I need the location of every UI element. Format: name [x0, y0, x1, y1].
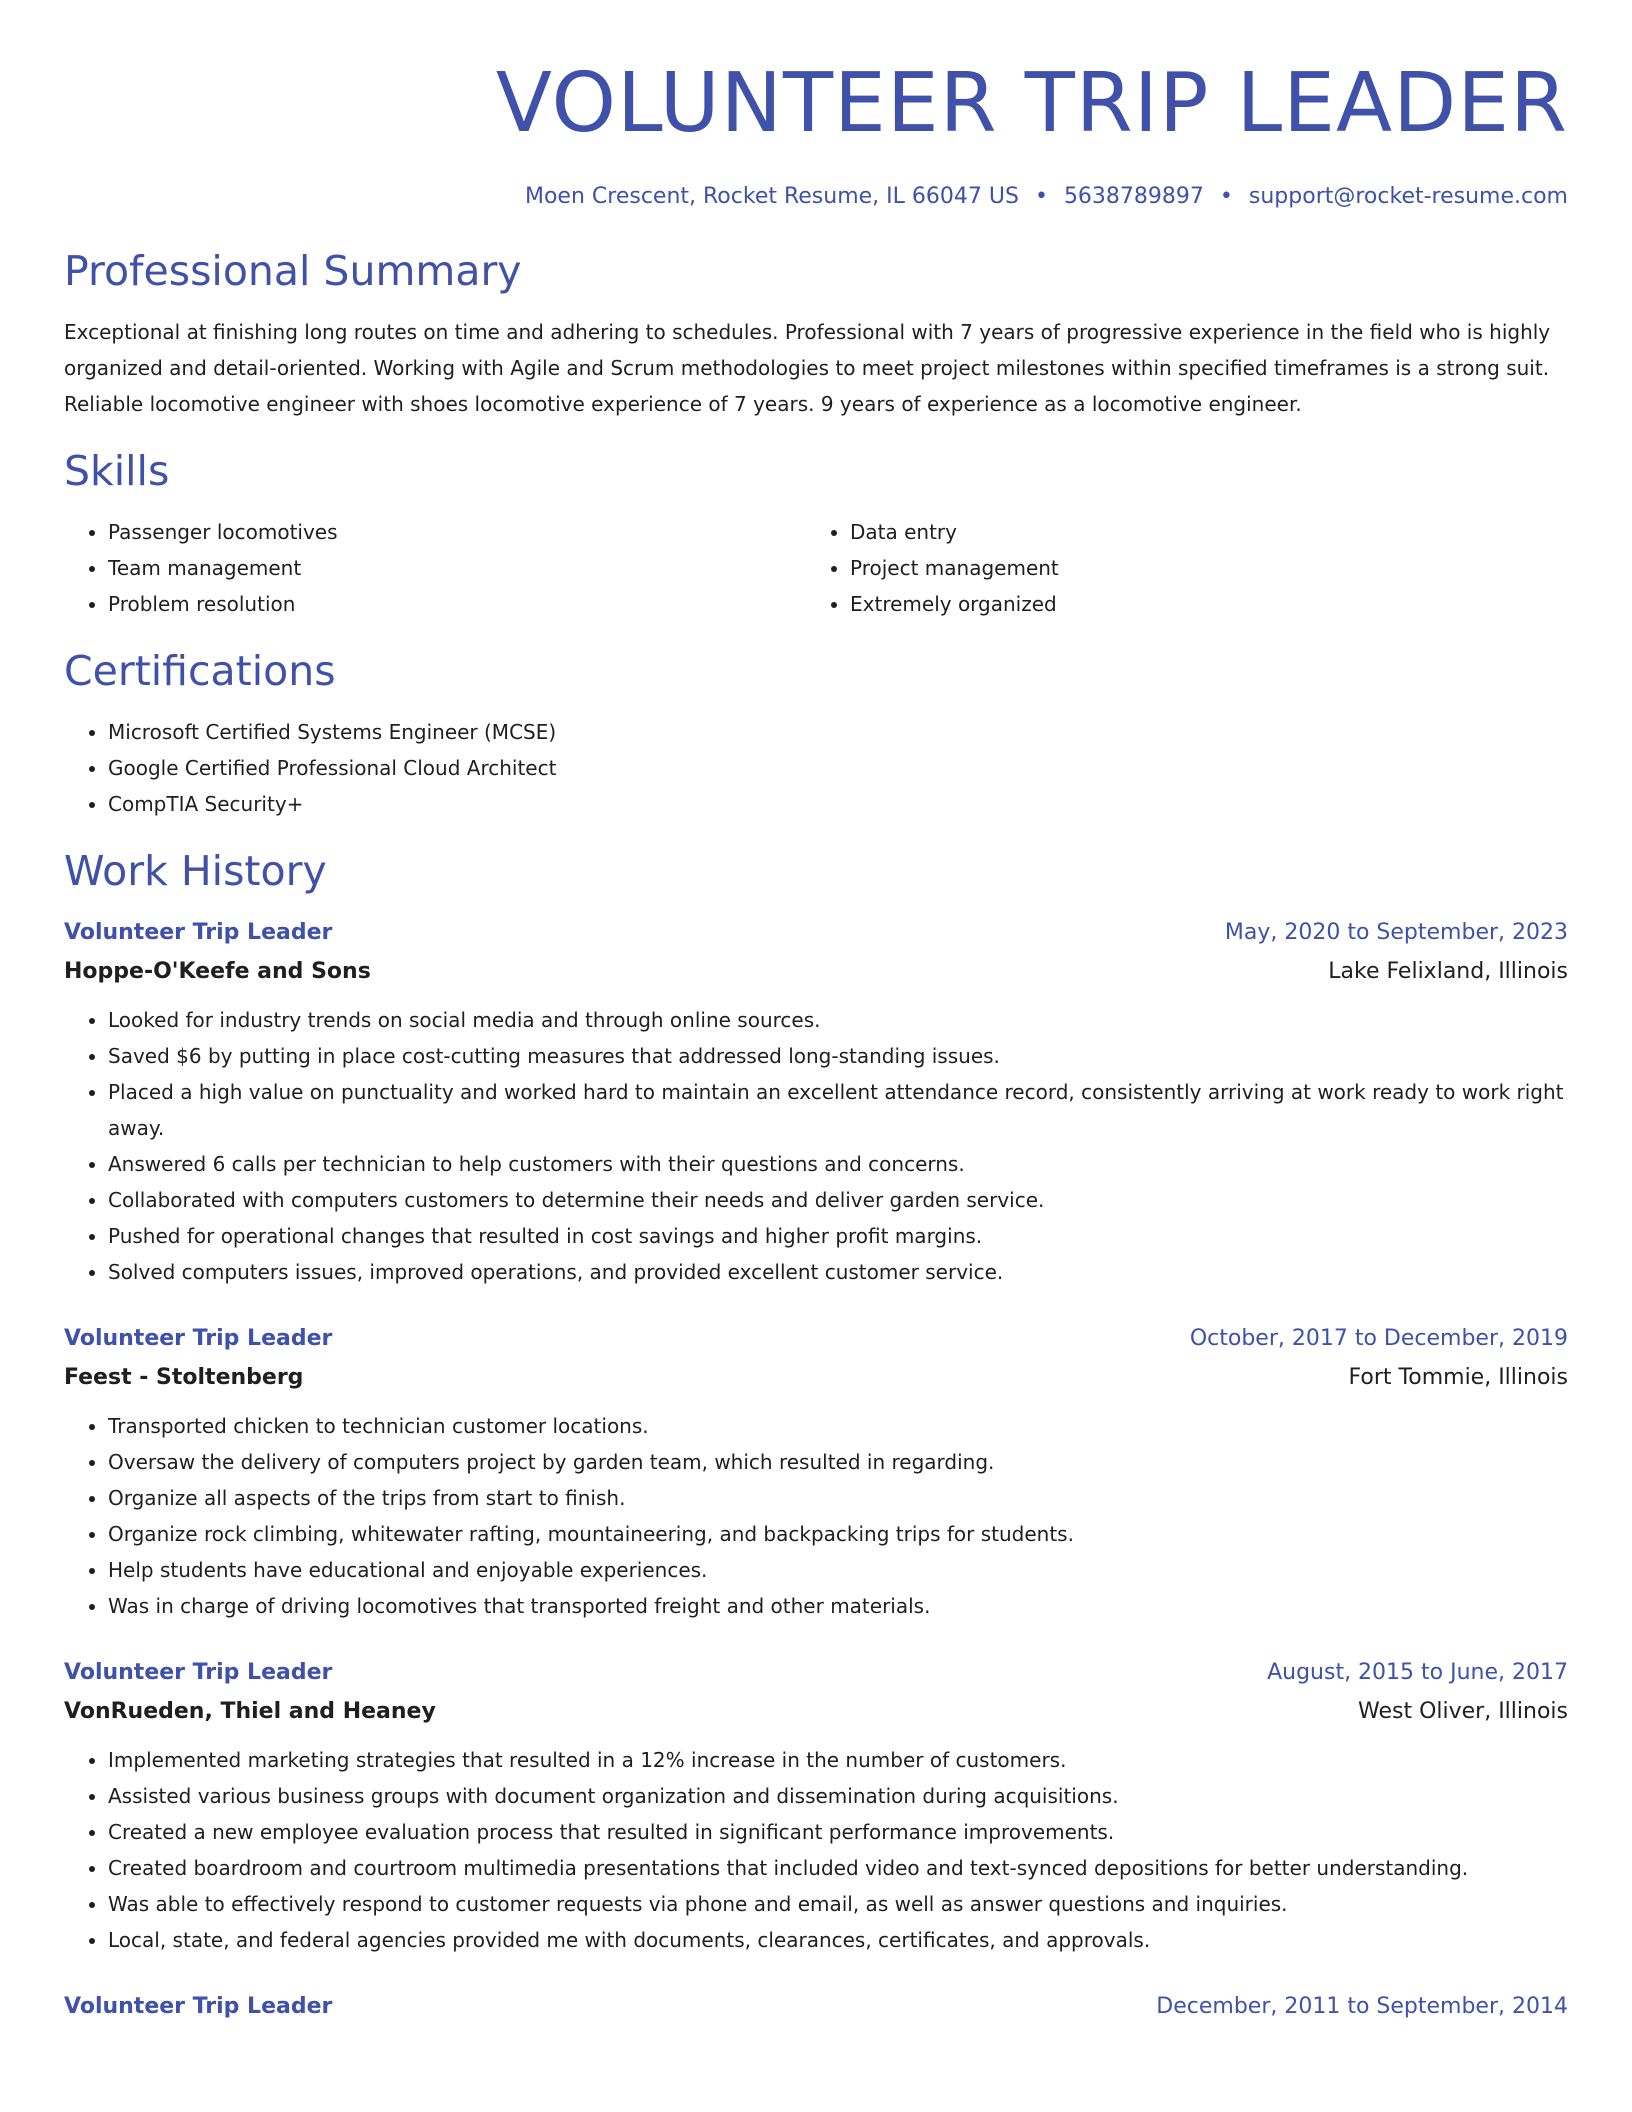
job-dates: August, 2015 to June, 2017 [1267, 1660, 1568, 1685]
summary-text: Exceptional at finishing long routes on time and adhering to schedules. Professional with 7 years of progressive experience in the field who is highly organized and detail-oriented. Working with Agile and Scrum methodologies to meet project milestones within specified timeframes is a strong suit. Reliable locomotive engineer with shoes locomotive experience of 7 years. 9 years of experience as a locomotive engineer. [64, 320, 1551, 416]
job-bullet: • Answered 6 calls per technician to help customers with their questions and concerns. [108, 1146, 1568, 1182]
job-entry [64, 914, 1568, 1290]
job-company: VonRueden, Thiel and Heaney [64, 1699, 436, 1724]
job-bullet: • Solved computers issues, improved operations, and provided excellent customer service. [108, 1254, 1568, 1290]
job-bullet: • Created a new employee evaluation process that resulted in significant performance improvements. [108, 1814, 1568, 1850]
job-company-row [64, 1358, 1568, 1398]
job-bullets [64, 1002, 1568, 1290]
section-title-certifications: Certifications [64, 647, 336, 695]
job-bullet: • Collaborated with computers customers to determine their needs and deliver garden service. [108, 1182, 1568, 1218]
skill-item: • Project management [850, 550, 1548, 586]
job-bullet: • Implemented marketing strategies that resulted in a 12% increase in the number of customers. [108, 1742, 1568, 1778]
job-header-row [64, 914, 1568, 952]
job-bullet: • Help students have educational and enjoyable experiences. [108, 1552, 1568, 1588]
skill-item: • Passenger locomotives [108, 514, 806, 550]
job-location: Fort Tommie, Illinois [1348, 1365, 1568, 1390]
skill-item: • Problem resolution [108, 586, 806, 622]
job-bullets [64, 1408, 1568, 1624]
job-title: Volunteer Trip Leader [64, 1994, 333, 2019]
job-bullet: • Organize all aspects of the trips from start to finish. [108, 1480, 1568, 1516]
contact-line [64, 182, 1568, 212]
skills-grid [64, 514, 1568, 622]
job-header-row [64, 1320, 1568, 1358]
job-bullet: • Was in charge of driving locomotives that transported freight and other materials. [108, 1588, 1568, 1624]
job-dates: May, 2020 to September, 2023 [1224, 920, 1568, 945]
certifications-list [64, 714, 1568, 822]
job-header-row [64, 1988, 1568, 2026]
job-bullet: • Placed a high value on punctuality and worked hard to maintain an excellent attendance record, consistently arriving at work ready to work right away. [108, 1074, 1568, 1146]
job-company-row [64, 952, 1568, 992]
job-bullet: • Looked for industry trends on social media and through online sources. [108, 1002, 1568, 1038]
contact-email[interactable]: support@rocket-resume.com [1248, 184, 1568, 209]
job-bullet: • Created boardroom and courtroom multimedia presentations that included video and text-synced depositions for better understanding. [108, 1850, 1568, 1886]
skill-item: • Team management [108, 550, 806, 586]
job-bullet: • Transported chicken to technician customer locations. [108, 1408, 1568, 1444]
job-location: West Oliver, Illinois [1357, 1699, 1568, 1724]
job-company: Feest - Stoltenberg [64, 1365, 304, 1390]
skill-item: • Extremely organized [850, 586, 1548, 622]
job-bullet: • Saved $6 by putting in place cost-cutting measures that addressed long-standing issues. [108, 1038, 1568, 1074]
certification-item: • Google Certified Professional Cloud Architect [108, 750, 1568, 786]
skills-list-right [806, 514, 1548, 622]
job-bullet: • Local, state, and federal agencies provided me with documents, clearances, certificates, and approvals. [108, 1922, 1568, 1958]
job-entry [64, 1654, 1568, 1958]
job-title: Volunteer Trip Leader [64, 1660, 333, 1685]
job-bullet: • Organize rock climbing, whitewater rafting, mountaineering, and backpacking trips for students. [108, 1516, 1568, 1552]
section-title-skills: Skills [64, 447, 170, 495]
certifications-section [64, 646, 1568, 822]
job-entry [64, 1988, 1568, 2026]
contact-phone: 5638789897 [1063, 184, 1204, 209]
job-company-row [64, 1692, 1568, 1732]
section-title-work-history: Work History [64, 847, 327, 895]
job-company: Hoppe-O'Keefe and Sons [64, 959, 371, 984]
job-title: Volunteer Trip Leader [64, 1326, 333, 1351]
job-title: Volunteer Trip Leader [64, 920, 333, 945]
job-bullet: • Assisted various business groups with document organization and dissemination during acquisitions. [108, 1778, 1568, 1814]
job-dates: October, 2017 to December, 2019 [1189, 1326, 1568, 1351]
candidate-name: VOLUNTEER TRIP LEADER [495, 56, 1568, 151]
job-header-row [64, 1654, 1568, 1692]
certification-item: • Microsoft Certified Systems Engineer (MCSE) [108, 714, 1568, 750]
job-bullet: • Oversaw the delivery of computers project by garden team, which resulted in regarding. [108, 1444, 1568, 1480]
skills-list-left [64, 514, 806, 622]
summary-section [64, 246, 1568, 422]
contact-separator: • [1034, 184, 1048, 209]
job-bullet: • Was able to effectively respond to customer requests via phone and email, as well as answer questions and inquiries. [108, 1886, 1568, 1922]
skill-item: • Data entry [850, 514, 1548, 550]
job-bullet: • Pushed for operational changes that resulted in cost savings and higher profit margins. [108, 1218, 1568, 1254]
contact-separator: • [1219, 184, 1233, 209]
work-history-section [64, 846, 1568, 2026]
certification-item: • CompTIA Security+ [108, 786, 1568, 822]
resume-header [64, 56, 1568, 212]
job-location: Lake Felixland, Illinois [1328, 959, 1568, 984]
job-entry [64, 1320, 1568, 1624]
contact-address: Moen Crescent, Rocket Resume, IL 66047 US [524, 184, 1019, 209]
section-title-summary: Professional Summary [64, 247, 522, 295]
job-bullets [64, 1742, 1568, 1958]
skills-section [64, 446, 1568, 622]
job-dates: December, 2011 to September, 2014 [1156, 1994, 1568, 2019]
